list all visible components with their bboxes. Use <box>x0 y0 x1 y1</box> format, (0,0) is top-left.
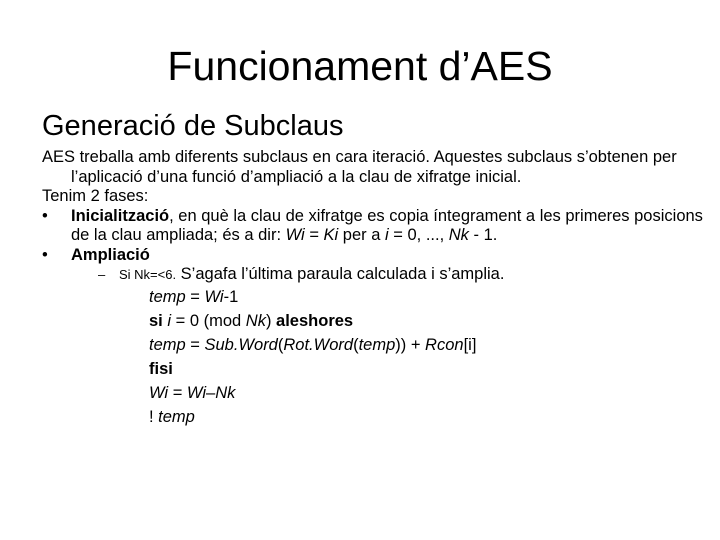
code-temp: temp <box>149 287 186 306</box>
dash-icon: – <box>98 267 106 282</box>
code-si: si <box>149 311 163 330</box>
intro-paragraph: AES treballa amb diferents subclaus en cara iteració. Aquestes subclaus s’obtenen per l’aplicació d’una funció d’ampliació a la clau de xifratge inicial. <box>42 148 677 186</box>
initialization-text: , en què la clau de xifratge es copia íntegrament a les primeres posicions de la clau ampliada; és a dir: <box>71 206 703 244</box>
equals-text: = <box>304 226 324 244</box>
slide-subtitle: Generació de Subclaus <box>42 110 344 142</box>
bullet-icon: • <box>42 206 48 225</box>
bullet-expansion <box>42 246 712 266</box>
i-var: i <box>385 226 389 244</box>
code-nk: Nk <box>215 383 236 402</box>
code-nk: Nk <box>245 311 266 330</box>
phases-line: Tenim 2 fases: <box>42 187 149 205</box>
code-line-2 <box>42 309 712 333</box>
code-aleshores: aleshores <box>276 311 354 330</box>
code-wi: Wi <box>186 383 207 402</box>
code-temp: temp <box>358 335 396 354</box>
bullet-icon: • <box>42 245 48 264</box>
code-wi: Wi <box>149 383 169 402</box>
slide-title: Funcionament d’AES <box>167 43 553 89</box>
code-minus-one: -1 <box>223 287 239 306</box>
code-line-3 <box>42 333 712 357</box>
code-paren: ( <box>277 335 284 354</box>
code-wi: Wi <box>204 287 224 306</box>
condition-text: Si Nk=<6. <box>119 267 177 282</box>
code-line-4 <box>42 357 712 381</box>
condition-description: S’agafa l’última paraula calculada i s’amplia. <box>176 265 505 283</box>
wi-var: Wi <box>285 226 305 244</box>
code-eq: = <box>185 335 205 354</box>
code-temp: temp <box>149 335 186 354</box>
code-rotword: Rot.Word <box>283 335 354 354</box>
code-index: [i] <box>463 335 477 354</box>
code-paren: ( <box>353 335 359 354</box>
subbullet-condition <box>42 265 712 285</box>
slide-body <box>42 148 712 429</box>
range-text: = 0, ..., <box>388 226 449 244</box>
range-tail: - 1. <box>468 226 498 244</box>
code-plus: )) + <box>395 335 426 354</box>
code-rcon: Rcon <box>425 335 464 354</box>
code-xor: – <box>206 383 216 402</box>
code-mod: = 0 (mod <box>171 311 246 330</box>
expansion-term: Ampliació <box>71 245 150 264</box>
code-i: i <box>167 311 172 330</box>
code-fisi: fisi <box>149 359 173 378</box>
ki-var: Ki <box>323 226 339 244</box>
code-line-1 <box>42 285 712 309</box>
code-eq: = <box>168 383 187 402</box>
code-temp: temp <box>158 407 195 426</box>
code-line-5 <box>42 381 712 405</box>
nk-var: Nk <box>448 226 469 244</box>
code-subword: Sub.Word <box>204 335 278 354</box>
code-line-6 <box>42 405 712 429</box>
initialization-term: Inicialització <box>71 206 170 225</box>
code-bang: ! <box>149 407 159 426</box>
per-a-text: per a <box>338 226 385 244</box>
bullet-initialization <box>42 207 712 246</box>
code-close: ) <box>265 311 277 330</box>
code-eq: = <box>185 287 205 306</box>
